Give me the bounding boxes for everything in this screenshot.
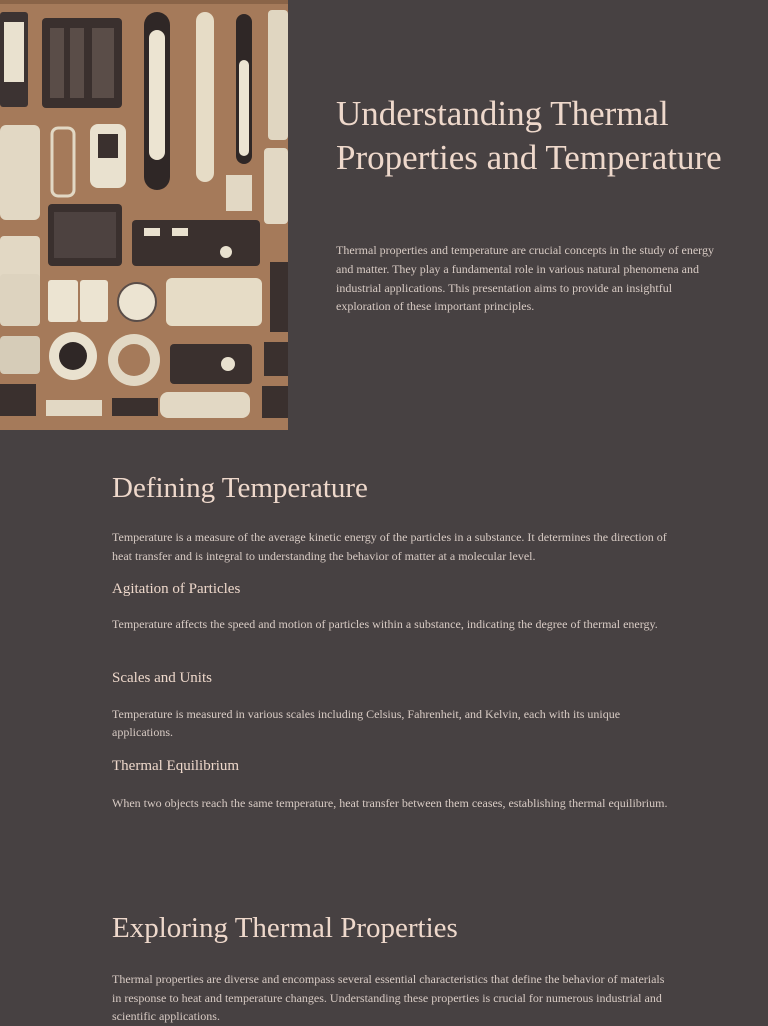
item-title-agitation: Agitation of Particles — [112, 581, 241, 597]
item-text-equilibrium: When two objects reach the same temperature, heat transfer between them ceases, establishing thermal equilibrium. — [112, 795, 668, 810]
section-heading: Exploring Thermal Properties — [112, 912, 458, 944]
section-intro: Thermal properties are diverse and encompass several essential characteristics that define the behavior of materials in response to heat and temperature changes. Understanding these properties is crucial for numerous industrial and scientific applications. — [112, 972, 665, 1023]
section-heading: Defining Temperature — [112, 472, 368, 504]
hero-intro: Thermal properties and temperature are crucial concepts in the study of energy and matter. They play a fundamental role in various natural phenomena and industrial applications. This presentation aims to provide an insightful exploration of these important principles. — [336, 243, 714, 314]
item-title-equilibrium: Thermal Equilibrium — [112, 757, 240, 774]
item-text-agitation: Temperature affects the speed and motion of particles within a substance, indicating the degree of thermal energy. — [112, 617, 658, 631]
item-text-scales: Temperature is measured in various scales including Celsius, Fahrenheit, and Kelvin, each with its unique applications. — [112, 706, 621, 739]
hero-image — [0, 0, 288, 430]
thermal-instruments-flatlay-image — [0, 0, 288, 430]
thermal-properties-section — [112, 910, 672, 1026]
page-title: Understanding Thermal Properties and Temperature — [336, 94, 722, 177]
defining-temperature-section — [112, 470, 672, 812]
section-intro: Temperature is a measure of the average kinetic energy of the particles in a substance. It determines the direction of heat transfer and is integral to understanding the behavior of matter at a molecular level. — [112, 530, 667, 563]
item-title-scales: Scales and Units — [112, 669, 212, 686]
